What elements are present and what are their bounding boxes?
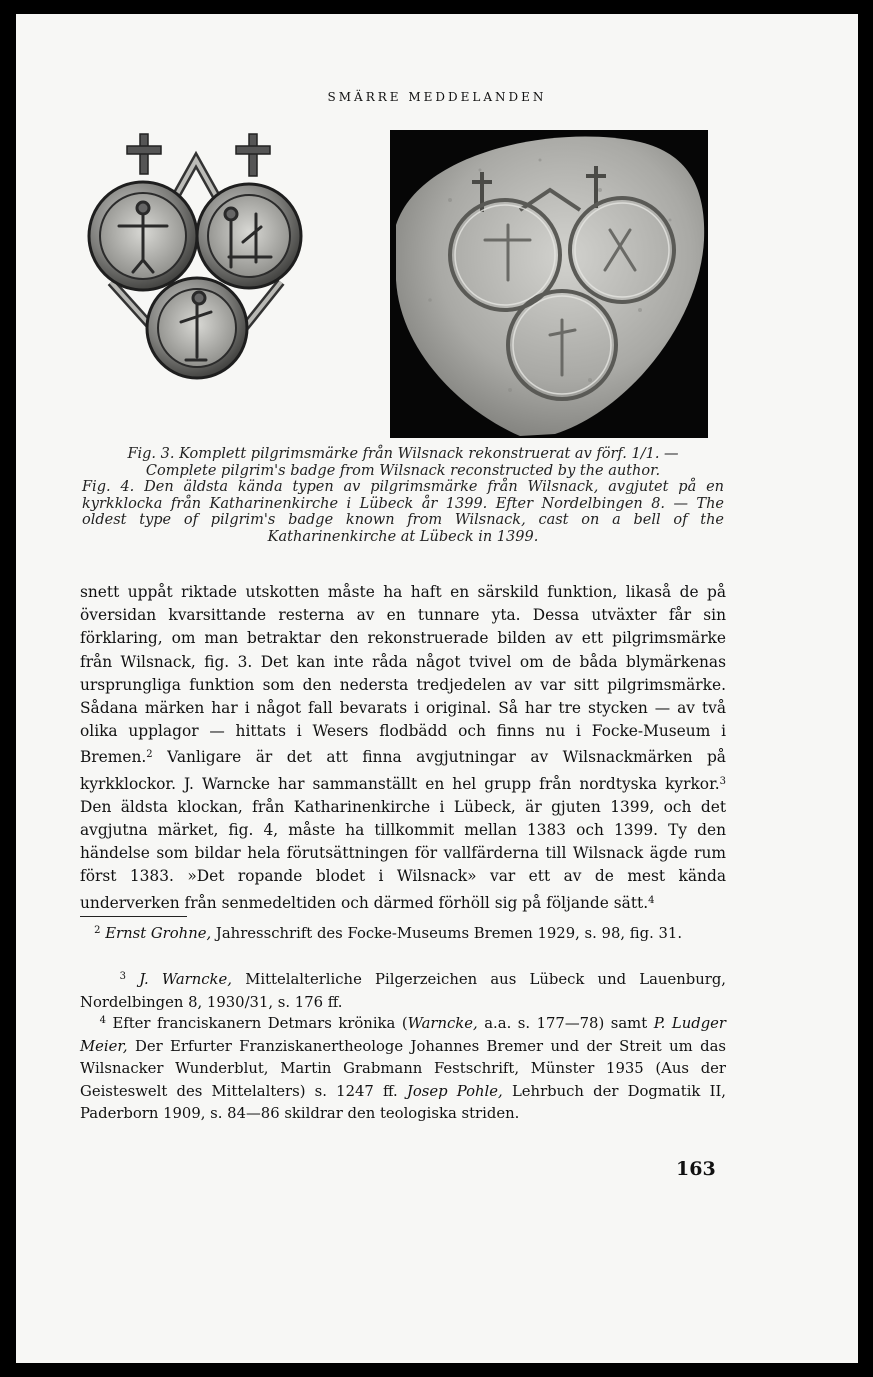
- caption-fig3-line1: Fig. 3. Komplett pilgrimsmärke från Wilsnack rekonstruerat av förf. 1/1. —: [127, 446, 679, 462]
- page-number: 163: [676, 1158, 716, 1180]
- footnote-ref-2: 2: [146, 749, 153, 761]
- footnote-2-text: Jahresschrift des Focke-Museums Bremen 1929, s. 98, fig. 31.: [211, 925, 683, 942]
- figure-4-bell-cast-photo: [390, 130, 708, 438]
- footnote-2-number: 2: [94, 925, 101, 936]
- footnote-2: [80, 920, 726, 946]
- footnote-4-italic-b: P. Ludger Meier,: [80, 1015, 726, 1055]
- book-page: [16, 14, 858, 1363]
- running-header: SMÄRRE MEDDELANDEN: [327, 90, 547, 104]
- body-paragraph: [80, 581, 726, 915]
- footnote-4-text-a: Efter franciskanern Detmars krönika (: [105, 1015, 408, 1032]
- footnote-ref-3: 3: [719, 775, 726, 787]
- footnote-4-text-d: Lehrbuch der Dogmatik II, Paderborn 1909, s. 84—86 skildrar den teologiska striden.: [80, 1082, 726, 1122]
- footnote-3-number: 3: [119, 971, 126, 982]
- figure-3-badge-illustration: [81, 132, 311, 382]
- footnote-4-italic-c: Josep Pohle,: [406, 1082, 503, 1100]
- footnote-4-text-b: a.a. s. 177—78) samt: [477, 1015, 654, 1032]
- footnote-4-number: 4: [99, 1015, 106, 1026]
- footnote-3: [80, 966, 726, 1014]
- caption-fig4: Fig. 4. Den äldsta kända typen av pilgrimsmärke från Wilsnack, avgjutet på en kyrkklocka från Katharinenkirche i Lübeck år 1399. Efter Nordelbingen 8. — The oldest type of pilgrim's badge known from Wilsnack, cast on a bell of the Katharinenkirche at Lübeck in 1399.: [82, 479, 724, 545]
- footnote-4-italic-a: Warncke,: [407, 1015, 478, 1032]
- footnote-ref-4: 4: [648, 894, 655, 906]
- footnote-2-author: Ernst Grohne,: [105, 925, 212, 942]
- footnote-3-text: Mittelalterliche Pilgerzeichen aus Lübeck und Lauenburg, Nordelbingen 8, 1930/31, s. 176 ff.: [80, 971, 726, 1011]
- figure-captions: [82, 446, 724, 545]
- footnote-3-author: J. Warncke,: [139, 971, 232, 988]
- body-text-part2: Vanligare är det att finna avgjutningar av Wilsnackmärken på kyrkklockor. J. Warncke har sammanställt en hel grupp från nordtyska kyrkor.: [80, 748, 726, 793]
- footnote-divider: [80, 916, 187, 917]
- body-text-part3: Den äldsta klockan, från Katharinenkirche i Lübeck, är gjuten 1399, och det avgjutna märket, fig. 4, måste ha tillkommit mellan 1383 och 1399. Ty den händelse som bildar hela förutsättningen för vallfärderna till Wilsnack ägde rum först 1383. »Det ropande blodet i Wilsnack» var ett av de mest kända underverken från senmedeltiden och därmed förhöll sig på följande sätt.: [80, 797, 726, 912]
- caption-fig3-line2: Complete pilgrim's badge from Wilsnack reconstructed by the author.: [145, 462, 661, 479]
- body-text-part1: snett uppåt riktade utskotten måste ha haft en särskild funktion, likaså de på översidan kvarsittande resterna av en tunnare yta. Dessa utväxter får sin förklaring, om man betraktar den rekonstruerade bilden av ett pilgrimsmärke från Wilsnack, fig. 3. Det kan inte råda något tvivel om de båda blymärkenas ursprungliga funktion som den nedersta tredjedelen av var sitt pilgrimsmärke. Sådana märken har i något fall bevarats i original. Så har tre stycken — av två olika upplagor — hittats i Wesers flodbädd och finns nu i Focke-Museum i Bremen.: [80, 583, 726, 767]
- footnote-4: [80, 1010, 726, 1126]
- footnote-4-text-c: Der Erfurter Franziskanertheologe Johannes Bremer und der Streit um das Wilsnacker Wunderblut, Martin Grabmann Festschrift, Münster 1935 (Aus der Geisteswelt des Mittelalters) s. 1247 ff.: [80, 1037, 726, 1100]
